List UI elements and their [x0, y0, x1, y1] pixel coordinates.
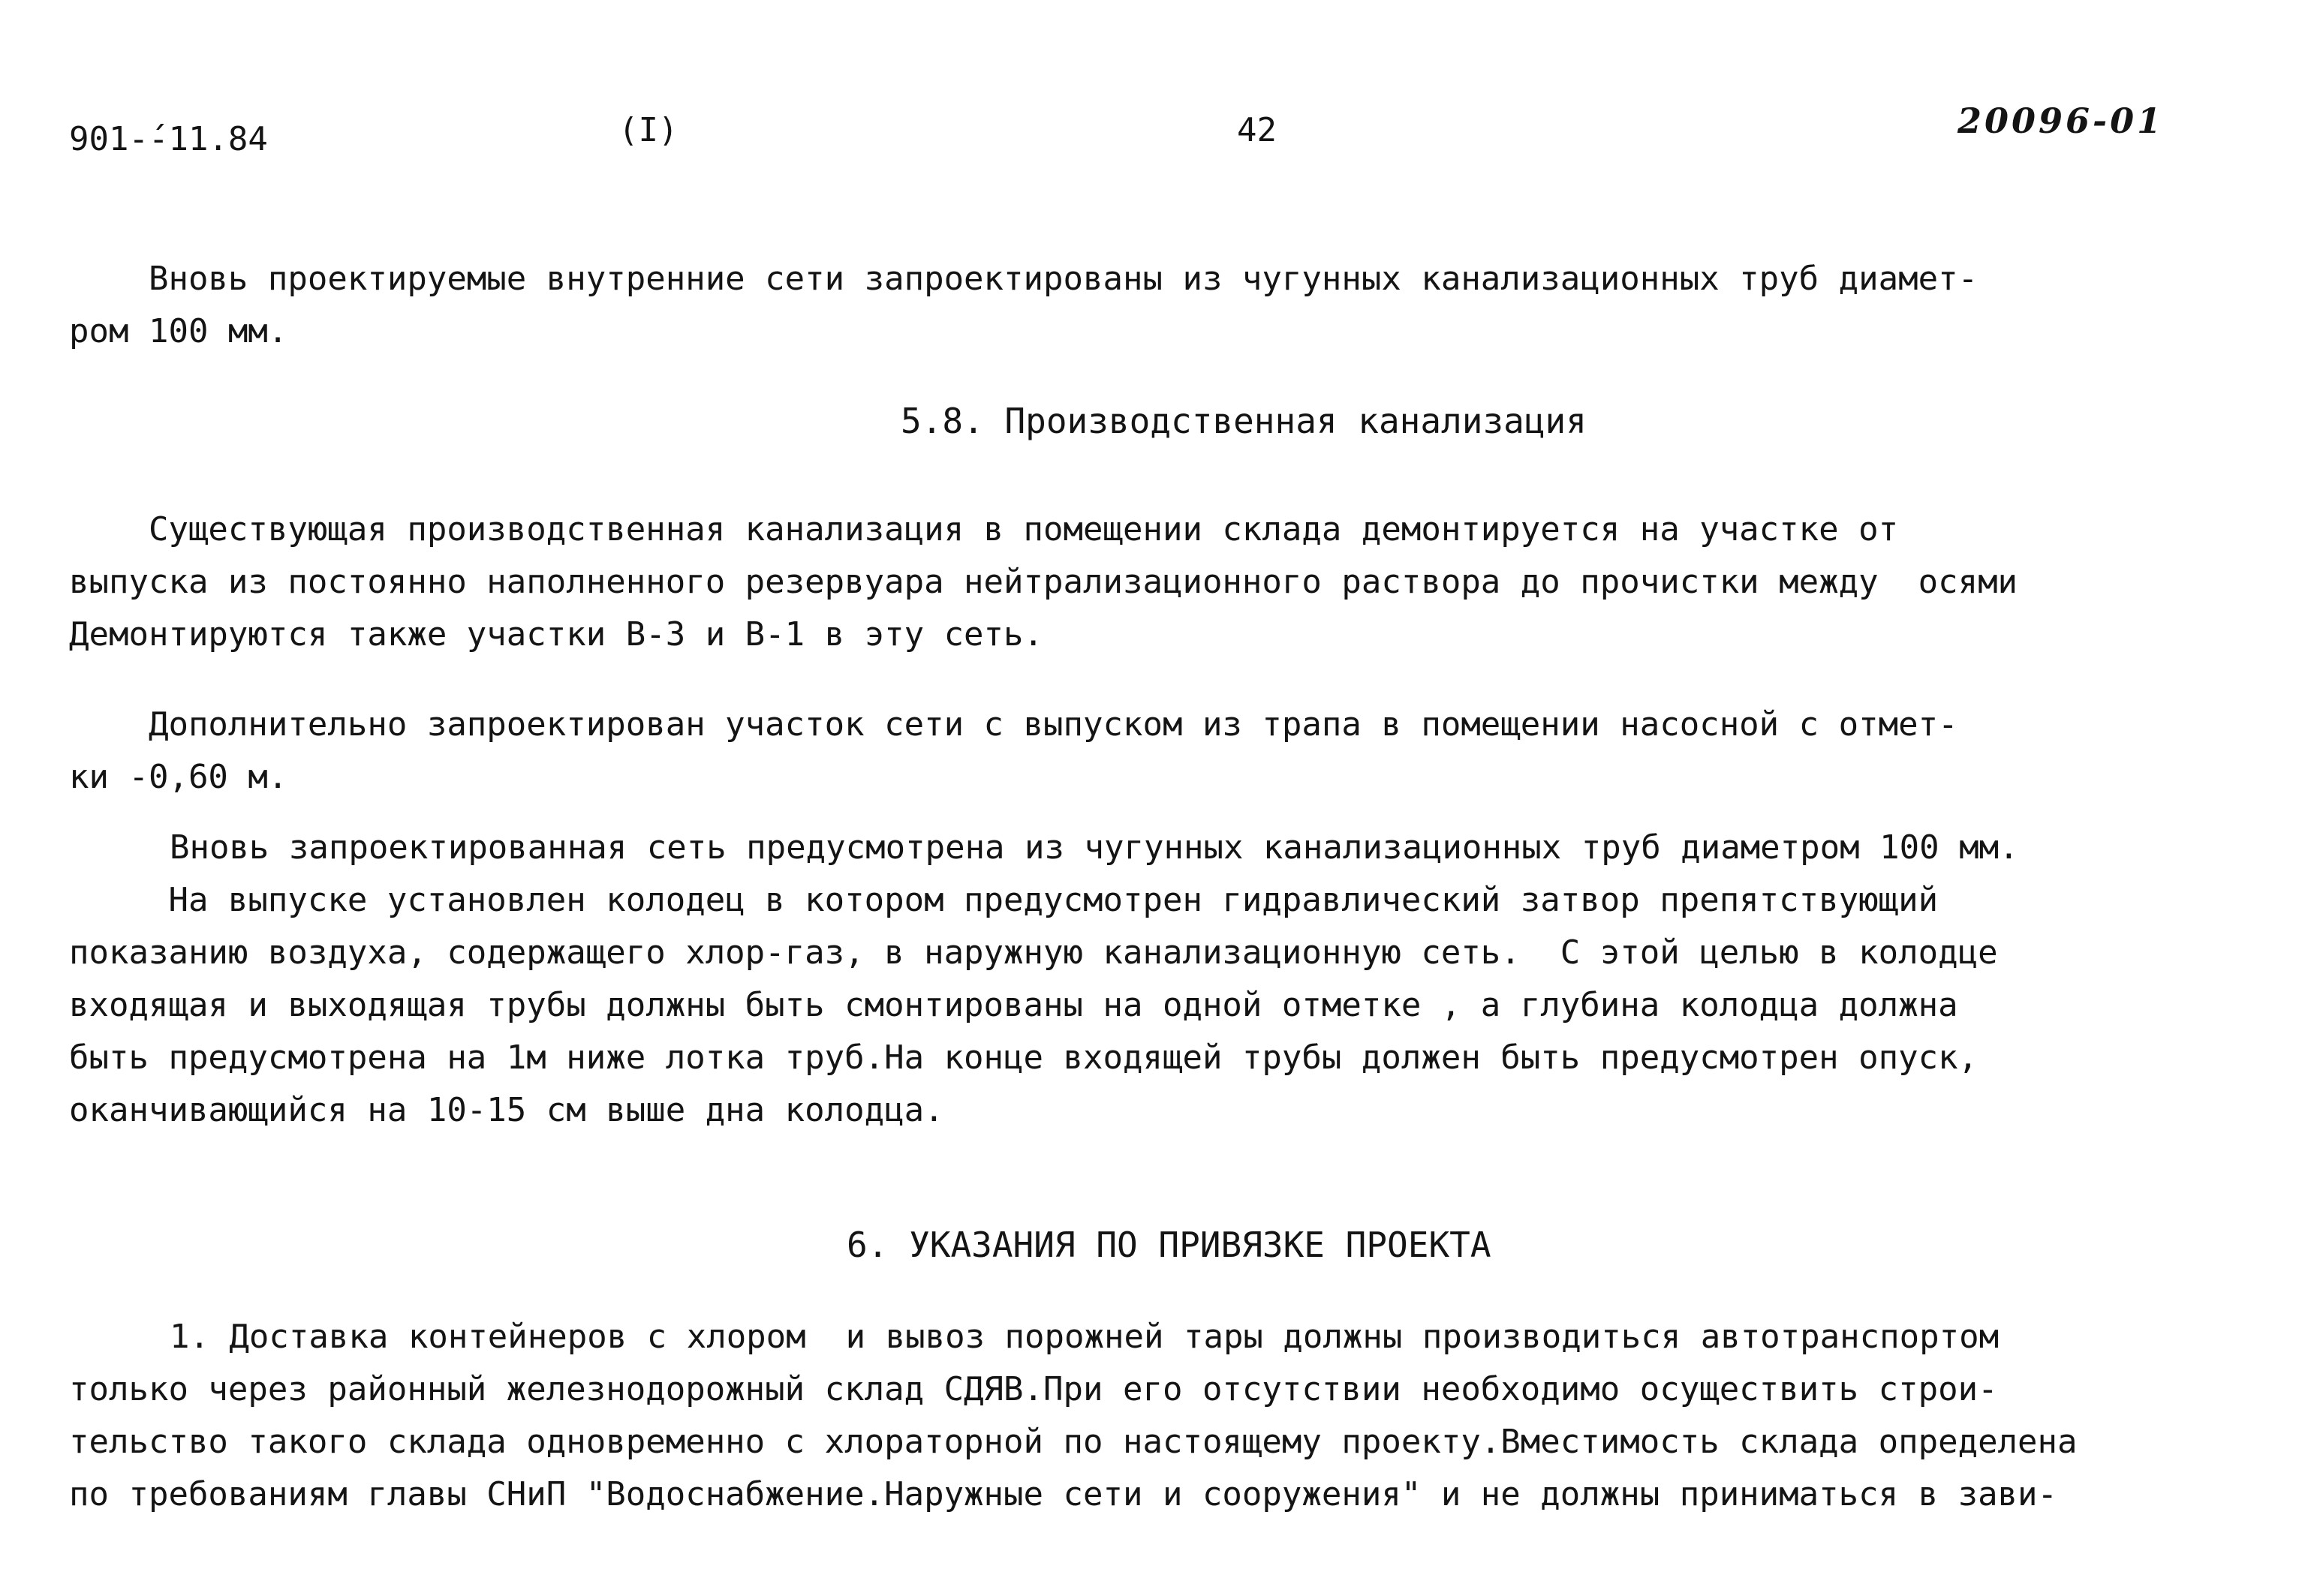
intro-line-1: Вновь проектируемые внутренние сети запроектированы из чугунных канализационных труб диамет-	[69, 260, 1979, 298]
s6-item1-line-2: только через районный железнодорожный склад СДЯВ.При его отсутствии необходимо осуществить строи-	[69, 1370, 1998, 1408]
s58-p1-line-3: Демонтируются также участки В-3 и В-1 в эту сеть.	[69, 615, 1044, 654]
document-code: 901-́́-11.84	[69, 120, 268, 158]
intro-line-2: ром 100 мм.	[69, 312, 288, 350]
s58-p2-line-2: ки -0,60 м.	[69, 758, 288, 796]
s6-item1-line-3: тельство такого склада одновременно с хлораторной по настоящему проекту.Вместимость склада определена	[69, 1423, 2078, 1461]
s58-p1-line-1: Существующая производственная канализация в помещении склада демонтируется на участке от	[69, 510, 1899, 549]
s58-p3-line-1: Вновь запроектированная сеть предусмотрена из чугунных канализационных труб диаметром 100 мм.	[90, 828, 2019, 867]
part-number: (I)	[618, 111, 679, 149]
s58-p3-line-5: быть предусмотрена на 1м ниже лотка труб.На конце входящей трубы должен быть предусмотрен опуск,	[69, 1038, 1979, 1077]
page-number: 42	[1237, 111, 1277, 149]
s58-p3-line-2: На выпуске установлен колодец в котором предусмотрен гидравлический затвор препятствующий	[69, 881, 1939, 919]
s6-item1-line-1: 1. Доставка контейнеров с хлором и вывоз порожней тары должны производиться автотранспортом	[90, 1318, 2000, 1356]
s6-item1-line-4: по требованиям главы СНиП "Водоснабжение.Наружные сети и сооружения" и не должны приниматься в зави-	[69, 1475, 2058, 1513]
s58-p3-line-6: оканчивающийся на 10-15 см выше дна колодца.	[69, 1091, 944, 1129]
s58-p3-line-4: входящая и выходящая трубы должны быть смонтированы на одной отметке , а глубина колодца должна	[69, 986, 1958, 1024]
section-6-title: 6. УКАЗАНИЯ ПО ПРИВЯЗКЕ ПРОЕКТА	[847, 1225, 1491, 1265]
s58-p1-line-2: выпуска из постоянно наполненного резервуара нейтрализационного раствора до прочистки между осями	[69, 563, 2018, 601]
handwritten-stamp: 20096-01	[1957, 101, 2165, 141]
s58-p3-line-3: показанию воздуха, содержащего хлор-газ, в наружную канализационную сеть. С этой целью в колодце	[69, 933, 1998, 972]
s58-p2-line-1: Дополнительно запроектирован участок сети с выпуском из трапа в помещении насосной с отмет-	[69, 705, 1958, 744]
section-5-8-title: 5.8. Производственная канализация	[901, 401, 1587, 441]
